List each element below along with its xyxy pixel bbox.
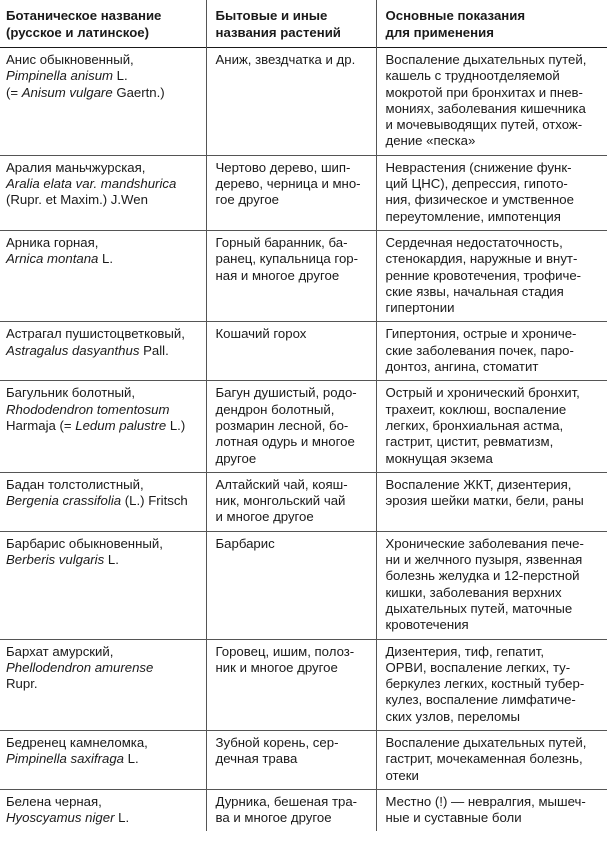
common-name-line: Кошачий горох xyxy=(215,326,307,342)
synonym-text: (Rupr. et Maxim.) J.Wen xyxy=(6,192,148,208)
synonym-text: Gaertn.) xyxy=(112,84,165,100)
common-name-line: розмарин лесной, бо- xyxy=(215,417,349,433)
header-indications xyxy=(376,0,607,48)
latin-name-line xyxy=(6,68,202,84)
botanical-name-cell xyxy=(0,230,206,321)
latin-name-line xyxy=(6,751,202,767)
indication-line: кровотечения xyxy=(385,617,469,633)
indication-line: ни и желчного пузыря, язвенная xyxy=(385,552,583,568)
table-row xyxy=(0,155,607,230)
russian-name: Бедренец камнеломка, xyxy=(6,734,148,750)
indication-line: Сердечная недостаточность, xyxy=(385,234,563,250)
common-names-cell xyxy=(206,381,376,472)
indications-cell xyxy=(376,48,607,156)
indication-line: Дизентерия, тиф, гепатит, xyxy=(385,643,544,659)
common-name-line: другое xyxy=(215,450,257,466)
latin-name-line xyxy=(6,493,202,509)
latin-name: Hyoscyamus niger xyxy=(6,810,115,826)
indication-line: Неврастения (снижение функ- xyxy=(385,159,572,175)
latin-name-line xyxy=(6,810,202,826)
latin-name-line xyxy=(6,176,202,192)
synonym-line xyxy=(6,85,202,101)
latin-name-line xyxy=(6,251,202,267)
indication-line: трахеит, коклюш, воспаление xyxy=(385,401,567,417)
indications-cell xyxy=(376,472,607,531)
header-line: Бытовые и иные xyxy=(215,8,328,23)
common-name-line: дерево, черница и мно- xyxy=(215,176,361,192)
indication-line: Воспаление дыхательных путей, xyxy=(385,52,587,67)
latin-name: Pimpinella saxifraga xyxy=(6,751,125,767)
indication-line: ренние кровотечения, трофиче- xyxy=(385,267,582,283)
common-name-line: Зубной корень, сер- xyxy=(215,734,339,750)
common-names-cell xyxy=(206,789,376,831)
table-row xyxy=(0,639,607,730)
common-names-cell xyxy=(206,639,376,730)
botanical-name-cell xyxy=(0,531,206,639)
indication-line: ские заболевания почек, паро- xyxy=(385,342,574,358)
common-names-cell xyxy=(206,322,376,381)
common-name-line: Багун душистый, родо- xyxy=(215,385,357,401)
indication-line: ские язвы, начальная стадия xyxy=(385,283,564,299)
indication-line: гастрит, мочекаменная болезнь, xyxy=(385,751,583,767)
author-abbrev: Pall. xyxy=(139,342,169,358)
indication-line: гастрит, цистит, ревматизм, xyxy=(385,434,554,450)
russian-name: Бархат амурский, xyxy=(6,643,114,659)
indications-cell xyxy=(376,381,607,472)
indication-line: кулез, воспаление лимфатиче- xyxy=(385,692,576,708)
common-name-line: ранец, купальница гор- xyxy=(215,251,358,267)
russian-name: Белена черная, xyxy=(6,793,102,809)
indication-line: ные и суставные боли xyxy=(385,810,522,826)
table-row xyxy=(0,730,607,789)
botanical-name-cell xyxy=(0,381,206,472)
header-line: для применения xyxy=(385,24,494,40)
table-row xyxy=(0,381,607,472)
indication-line: беркулез легких, костный тубер- xyxy=(385,676,585,692)
author-abbrev: L. xyxy=(124,751,139,767)
indication-line: мокротой при бронхитах и пнев- xyxy=(385,84,583,100)
indication-line: дыхательных путей, маточные xyxy=(385,600,573,616)
common-names-cell xyxy=(206,230,376,321)
header-line: (русское и латинское) xyxy=(6,24,149,40)
common-names-cell xyxy=(206,48,376,156)
synonym-text: Rupr. xyxy=(6,676,38,692)
header-botanical-name xyxy=(0,0,206,48)
botanical-name-cell xyxy=(0,155,206,230)
common-name-line: Алтайский чай, кояш- xyxy=(215,476,348,492)
common-name-line: Дурника, бешеная тра- xyxy=(215,793,358,809)
indication-line: ния, физическое и умственное xyxy=(385,192,574,208)
latin-name: Berberis vulgaris xyxy=(6,552,105,568)
header-line: Ботаническое название xyxy=(6,8,162,23)
common-name-line: дечная трава xyxy=(215,751,298,767)
synonym-latin: Ledum palustre xyxy=(75,417,167,433)
indications-cell xyxy=(376,322,607,381)
indication-line: ских узлов, переломы xyxy=(385,708,520,724)
indication-line: мокнущая экзема xyxy=(385,450,493,466)
indications-cell xyxy=(376,155,607,230)
common-name-line: ник и многое другое xyxy=(215,659,338,675)
latin-name-line xyxy=(6,552,202,568)
common-name-line: ник, монгольский чай xyxy=(215,493,346,509)
latin-name: Phellodendron amurense xyxy=(6,659,154,675)
russian-name: Анис обыкновенный, xyxy=(6,52,134,67)
indication-line: отеки xyxy=(385,767,419,783)
indication-line: легких, бронхиальная астма, xyxy=(385,417,564,433)
latin-name-line xyxy=(6,343,202,359)
indication-line: Острый и хронический бронхит, xyxy=(385,385,580,401)
common-names-cell xyxy=(206,531,376,639)
header-line: Основные показания xyxy=(385,8,526,23)
russian-name: Бадан толстолистный, xyxy=(6,476,144,492)
header-line: названия растений xyxy=(215,24,341,40)
common-name-line: лотная одурь и многое xyxy=(215,434,355,450)
botanical-name-cell xyxy=(0,789,206,831)
indication-line: кишки, заболевания верхних xyxy=(385,584,562,600)
latin-name: Pimpinella anisum xyxy=(6,68,114,84)
indication-line: Гипертония, острые и хрониче- xyxy=(385,326,577,342)
table-row xyxy=(0,531,607,639)
synonym-latin: Anisum vulgare xyxy=(21,84,113,100)
common-name-line: гое другое xyxy=(215,192,280,208)
table-row xyxy=(0,48,607,156)
indication-line: болезнь желудка и 12-перстной xyxy=(385,568,580,584)
common-name-line: ная и многое другое xyxy=(215,267,340,283)
author-abbrev: (L.) Fritsch xyxy=(121,493,188,509)
table-row xyxy=(0,322,607,381)
indication-line: Воспаление дыхательных путей, xyxy=(385,734,587,750)
latin-name-line xyxy=(6,660,202,676)
synonym-text: L.) xyxy=(166,417,186,433)
indications-cell xyxy=(376,639,607,730)
botanical-name-cell xyxy=(0,322,206,381)
indication-line: ций ЦНС), депрессия, гипото- xyxy=(385,176,568,192)
russian-name: Багульник болотный, xyxy=(6,385,136,401)
indication-line: донтоз, ангина, стоматит xyxy=(385,359,539,375)
indications-cell xyxy=(376,789,607,831)
botanical-name-cell xyxy=(0,639,206,730)
botanical-name-cell xyxy=(0,472,206,531)
common-names-cell xyxy=(206,155,376,230)
author-abbrev: L. xyxy=(113,68,128,84)
author-abbrev: L. xyxy=(104,552,119,568)
indication-line: ОРВИ, воспаление легких, ту- xyxy=(385,659,571,675)
common-name-line: Чертово дерево, шип- xyxy=(215,159,351,175)
indication-line: Местно (!) — невралгия, мышеч- xyxy=(385,793,586,809)
botanical-name-cell xyxy=(0,48,206,156)
table-row xyxy=(0,472,607,531)
indication-line: мониях, заболевания кишечника xyxy=(385,100,586,116)
common-name-line: и многое другое xyxy=(215,509,314,525)
table-row xyxy=(0,230,607,321)
indication-line: эрозия шейки матки, бели, раны xyxy=(385,493,584,509)
latin-name: Astragalus dasyanthus xyxy=(6,342,140,358)
synonym-line xyxy=(6,418,202,434)
latin-name: Arnica montana xyxy=(6,251,99,267)
author-abbrev: L. xyxy=(98,251,114,267)
russian-name: Аралия маньчжурская, xyxy=(6,159,146,175)
indication-line: дение «песка» xyxy=(385,133,476,149)
common-name-line: Горный баранник, ба- xyxy=(215,234,348,250)
table-body xyxy=(0,48,607,832)
indication-line: и мочевыводящих путей, отхож- xyxy=(385,117,583,133)
table-row xyxy=(0,789,607,831)
latin-name-line xyxy=(6,402,202,418)
botanical-name-cell xyxy=(0,730,206,789)
latin-name: Rhododendron tomentosum xyxy=(6,401,170,417)
latin-name: Aralia elata var. mandshurica xyxy=(6,176,177,192)
latin-name: Bergenia crassifolia xyxy=(6,493,122,509)
author-abbrev: L. xyxy=(114,810,130,826)
synonym-line xyxy=(6,676,202,692)
indication-line: кашель с трудноотделяемой xyxy=(385,68,560,84)
table-header-row xyxy=(0,0,607,48)
indications-cell xyxy=(376,230,607,321)
header-common-names xyxy=(206,0,376,48)
common-name-line: Аниж, звездчатка и др. xyxy=(215,52,356,67)
indications-cell xyxy=(376,531,607,639)
common-name-line: Барбарис xyxy=(215,535,275,551)
indication-line: переутомление, импотенция xyxy=(385,208,561,224)
common-name-line: дендрон болотный, xyxy=(215,401,335,417)
common-name-line: Горовец, ишим, полоз- xyxy=(215,643,355,659)
synonym-line xyxy=(6,192,202,208)
synonym-text: (= xyxy=(6,84,22,100)
indications-cell xyxy=(376,730,607,789)
common-names-cell xyxy=(206,730,376,789)
common-names-cell xyxy=(206,472,376,531)
russian-name: Арника горная, xyxy=(6,234,99,250)
russian-name: Астрагал пушистоцветковый, xyxy=(6,326,185,342)
indication-line: Хронические заболевания пече- xyxy=(385,535,584,551)
russian-name: Барбарис обыкновенный, xyxy=(6,535,163,551)
synonym-text: Harmaja (= xyxy=(6,417,76,433)
indication-line: стенокардия, наружные и внут- xyxy=(385,251,578,267)
common-name-line: ва и многое другое xyxy=(215,810,332,826)
indication-line: Воспаление ЖКТ, дизентерия, xyxy=(385,476,572,492)
indication-line: гипертонии xyxy=(385,300,455,316)
